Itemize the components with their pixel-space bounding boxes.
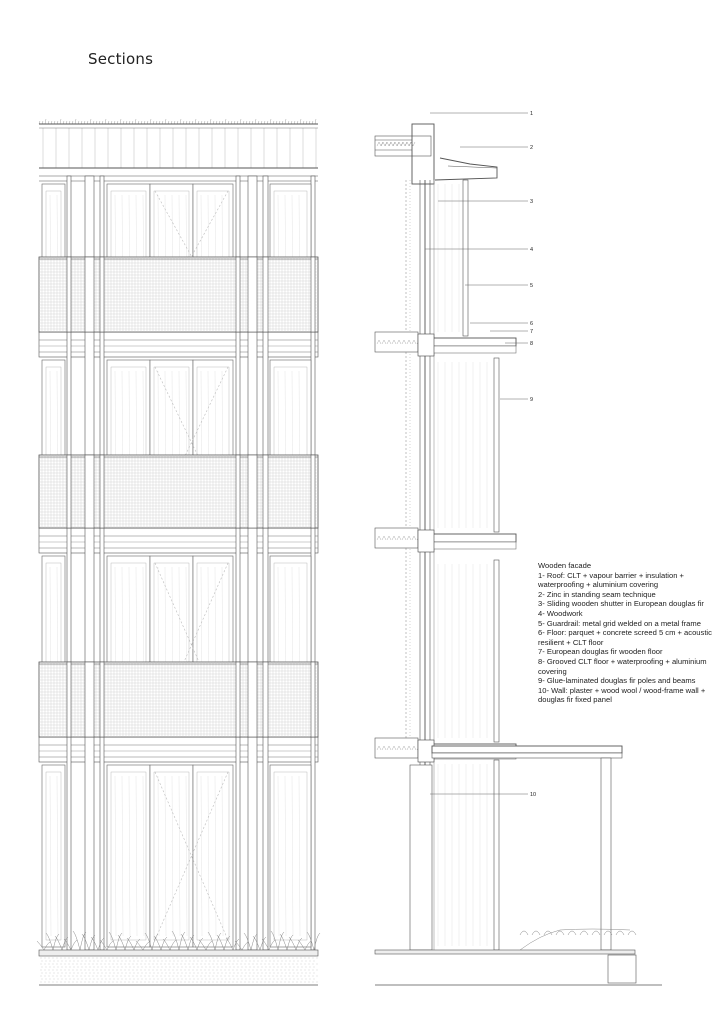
legend-item <box>538 619 723 629</box>
callout-number: 4 <box>530 247 534 253</box>
legend-item-number: 5 - <box>538 619 547 628</box>
callout-number: 5 <box>530 283 534 289</box>
legend-item <box>538 590 723 600</box>
legend-item-text: Roof: CLT + vapour barrier + insulation + waterproofing + aluminium covering <box>538 570 684 590</box>
legend-item-number: 9 - <box>538 676 547 685</box>
legend-item-text: Wall: plaster + wood wool / wood-frame wall + douglas fir fixed panel <box>538 685 706 705</box>
legend-item <box>538 571 723 590</box>
legend-item <box>538 609 723 619</box>
legend-item-number: 2 - <box>538 590 547 599</box>
legend-item-text: Glue-laminated douglas fir poles and beams <box>546 676 696 686</box>
callout-number: 6 <box>530 321 534 327</box>
legend-list <box>538 571 723 705</box>
callout-labels <box>425 111 536 798</box>
legend-title: Wooden facade <box>538 561 592 570</box>
legend-item-number: 3 - <box>538 599 547 608</box>
legend-item <box>538 686 723 705</box>
legend-item-text: Zinc in standing seam technique <box>546 589 656 599</box>
legend-item <box>538 657 723 676</box>
legend-item-number: 7 - <box>538 647 547 656</box>
legend-item-text: Grooved CLT floor + waterproofing + aluminium covering <box>538 656 707 676</box>
legend-item-text: Floor: parquet + concrete screed 5 cm + acoustic resilient + CLT floor <box>538 628 712 647</box>
wall-section <box>375 124 662 985</box>
legend-item <box>538 676 723 686</box>
legend-item-number: 10 - <box>538 686 551 695</box>
callout-number: 9 <box>530 397 534 403</box>
legend-item-text: Guardrail: metal grid welded on a metal frame <box>546 618 701 628</box>
roof-vegetation <box>39 119 316 124</box>
callout-number: 1 <box>530 111 534 117</box>
legend <box>538 561 723 705</box>
legend-item-text: European douglas fir wooden floor <box>546 647 663 657</box>
legend-item <box>538 599 723 609</box>
facade-elevation <box>37 119 320 985</box>
ground-hatch <box>41 958 318 983</box>
legend-item-text: Woodwork <box>546 608 583 618</box>
callout-number: 10 <box>530 792 537 798</box>
callout-number: 8 <box>530 341 534 347</box>
legend-item-number: 8 - <box>538 657 547 666</box>
legend-item <box>538 647 723 657</box>
callout-number: 3 <box>530 199 534 205</box>
legend-item-number: 4 - <box>538 609 547 618</box>
callout-number: 7 <box>530 329 534 335</box>
guardrail-grids <box>39 257 318 737</box>
page-title: Sections <box>88 50 154 68</box>
legend-item-number: 1 - <box>538 571 547 580</box>
legend-item-text: Sliding wooden shutter in European douglas fir <box>546 599 704 609</box>
callout-number: 2 <box>530 145 534 151</box>
legend-item <box>538 628 723 647</box>
section-shutters <box>438 180 499 950</box>
zinc-roof-seams <box>39 128 318 168</box>
legend-item-number: 6 - <box>538 628 547 637</box>
